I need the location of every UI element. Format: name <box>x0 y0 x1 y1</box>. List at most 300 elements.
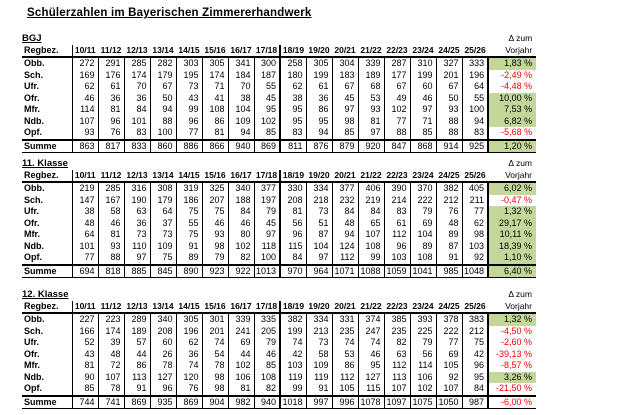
value-cell: 46 <box>254 349 280 361</box>
year-header: 12/13 <box>124 170 150 183</box>
value-cell: 305 <box>306 57 332 70</box>
value-cell: 44 <box>124 349 150 361</box>
value-cell: 82 <box>254 383 280 396</box>
value-cell: 219 <box>358 195 384 207</box>
table-row <box>22 93 536 105</box>
value-cell: 84 <box>124 104 150 116</box>
value-cell: 73 <box>306 206 332 218</box>
value-cell: 71 <box>410 116 436 128</box>
year-header: 10/11 <box>72 45 98 58</box>
year-header: 25/26 <box>462 301 488 314</box>
value-cell: 75 <box>202 206 228 218</box>
value-cell: 301 <box>202 313 228 326</box>
value-cell: 205 <box>254 326 280 338</box>
value-cell: 247 <box>358 326 384 338</box>
value-cell: 67 <box>332 81 358 93</box>
value-cell: 82 <box>228 252 254 265</box>
value-cell: 73 <box>124 229 150 241</box>
year-header: 21/22 <box>358 301 384 314</box>
value-cell: 886 <box>176 140 202 153</box>
table-row <box>22 383 536 396</box>
value-cell: 53 <box>332 349 358 361</box>
value-cell: 46 <box>98 218 124 230</box>
value-cell: 340 <box>150 313 176 326</box>
value-cell: 147 <box>72 195 98 207</box>
region-label: Sch. <box>22 195 72 207</box>
region-label: Ufr. <box>22 206 72 218</box>
value-cell: 104 <box>228 104 254 116</box>
year-header: 22/23 <box>384 170 410 183</box>
value-cell: 74 <box>332 337 358 349</box>
value-cell: 107 <box>436 383 462 396</box>
value-cell: 75 <box>176 206 202 218</box>
delta-cell: -4,48 % <box>501 81 533 91</box>
value-cell: 211 <box>462 195 488 207</box>
table-section-12-klasse <box>22 289 538 409</box>
region-label: Sch. <box>22 70 72 82</box>
year-header: 21/22 <box>358 45 384 58</box>
region-label: Obb. <box>22 57 72 70</box>
value-cell: 49 <box>384 93 410 105</box>
table-row <box>22 326 536 338</box>
value-cell: 199 <box>410 70 436 82</box>
value-cell: 109 <box>306 360 332 372</box>
value-cell: 73 <box>306 337 332 349</box>
column-header-row <box>22 301 536 314</box>
delta-cell: 6,82 % <box>488 116 536 128</box>
value-cell: 92 <box>436 372 462 384</box>
value-cell: 97 <box>358 127 384 140</box>
region-label: Mfr. <box>22 229 72 241</box>
value-cell: 64 <box>72 229 98 241</box>
value-cell: 114 <box>410 360 436 372</box>
value-cell: 69 <box>228 337 254 349</box>
value-cell: 55 <box>254 81 280 93</box>
value-cell: 405 <box>462 182 488 195</box>
value-cell: 92 <box>462 252 488 265</box>
value-cell: 300 <box>254 57 280 70</box>
value-cell: 26 <box>150 349 176 361</box>
value-cell: 81 <box>358 116 384 128</box>
value-cell: 93 <box>72 127 98 140</box>
value-cell: 258 <box>280 57 306 70</box>
value-cell: 91 <box>124 383 150 396</box>
value-cell: 46 <box>202 218 228 230</box>
table-row <box>22 337 536 349</box>
value-cell: 308 <box>150 182 176 195</box>
region-label: Ufr. <box>22 81 72 93</box>
value-cell: 97 <box>254 229 280 241</box>
value-cell: 96 <box>462 360 488 372</box>
region-column-header: Regbez. <box>22 45 72 58</box>
value-cell: 94 <box>150 104 176 116</box>
region-label: Sch. <box>22 326 72 338</box>
value-cell: 325 <box>202 182 228 195</box>
value-cell: 833 <box>124 140 150 153</box>
value-cell: 866 <box>202 140 228 153</box>
value-cell: 81 <box>228 383 254 396</box>
value-cell: 42 <box>462 349 488 361</box>
value-cell: 212 <box>436 195 462 207</box>
region-label: Ndb. <box>22 116 72 128</box>
delta-header-line1: Δ zum <box>508 289 532 299</box>
delta-cell: 1,10 % <box>488 252 536 265</box>
table-section-11-klasse <box>22 158 538 278</box>
value-cell: 43 <box>72 349 98 361</box>
value-cell: 62 <box>176 337 202 349</box>
section-label-row <box>22 33 536 45</box>
value-cell: 109 <box>150 241 176 253</box>
value-cell: 71 <box>202 81 228 93</box>
value-cell: 1078 <box>358 396 384 409</box>
region-label: Mfr. <box>22 360 72 372</box>
value-cell: 104 <box>410 229 436 241</box>
region-label: Ofr. <box>22 93 72 105</box>
value-cell: 811 <box>280 140 306 153</box>
value-cell: 90 <box>72 372 98 384</box>
value-cell: 81 <box>280 206 306 218</box>
value-cell: 110 <box>124 241 150 253</box>
value-cell: 863 <box>72 140 98 153</box>
value-cell: 48 <box>436 218 462 230</box>
value-cell: 869 <box>176 396 202 409</box>
region-label: Opf. <box>22 383 72 396</box>
value-cell: 60 <box>150 337 176 349</box>
value-cell: 48 <box>72 218 98 230</box>
value-cell: 106 <box>228 372 254 384</box>
value-cell: 112 <box>332 372 358 384</box>
value-cell: 393 <box>410 313 436 326</box>
value-cell: 85 <box>410 127 436 140</box>
value-cell: 305 <box>202 57 228 70</box>
value-cell: 77 <box>462 206 488 218</box>
value-cell: 169 <box>72 70 98 82</box>
value-cell: 183 <box>332 70 358 82</box>
value-cell: 235 <box>332 326 358 338</box>
value-cell: 189 <box>124 326 150 338</box>
value-cell: 385 <box>384 313 410 326</box>
delta-cell: 29,17 % <box>488 218 536 230</box>
value-cell: 45 <box>254 93 280 105</box>
value-cell: 107 <box>72 116 98 128</box>
data-table <box>22 289 536 409</box>
table-row <box>22 57 536 70</box>
summe-label: Summe <box>22 140 72 153</box>
value-cell: 232 <box>332 195 358 207</box>
value-cell: 218 <box>306 195 332 207</box>
delta-cell: -8,57 % <box>500 360 532 370</box>
value-cell: 109 <box>228 116 254 128</box>
value-cell: 207 <box>202 195 228 207</box>
value-cell: 93 <box>358 104 384 116</box>
delta-header-line2: Vorjahr <box>488 170 536 183</box>
value-cell: 1050 <box>436 396 462 409</box>
value-cell: 76 <box>98 127 124 140</box>
region-label: Ndb. <box>22 372 72 384</box>
region-label: Mfr. <box>22 104 72 116</box>
value-cell: 52 <box>72 337 98 349</box>
value-cell: 1075 <box>410 396 436 409</box>
year-header: 24/25 <box>436 170 462 183</box>
value-cell: 98 <box>202 372 228 384</box>
value-cell: 94 <box>462 116 488 128</box>
value-cell: 310 <box>410 57 436 70</box>
value-cell: 68 <box>358 81 384 93</box>
year-header: 25/26 <box>462 45 488 58</box>
value-cell: 304 <box>332 57 358 70</box>
value-cell: 189 <box>358 70 384 82</box>
value-cell: 818 <box>98 265 124 278</box>
value-cell: 303 <box>176 57 202 70</box>
value-cell: 997 <box>306 396 332 409</box>
value-cell: 885 <box>124 265 150 278</box>
section-label-cell <box>22 158 488 170</box>
summe-row <box>22 265 536 278</box>
value-cell: 97 <box>124 252 150 265</box>
value-cell: 102 <box>228 241 254 253</box>
value-cell: 46 <box>358 349 384 361</box>
value-cell: 227 <box>72 313 98 326</box>
value-cell: 80 <box>228 229 254 241</box>
value-cell: 120 <box>176 372 202 384</box>
value-cell: 1048 <box>462 265 488 278</box>
value-cell: 287 <box>384 57 410 70</box>
value-cell: 97 <box>306 252 332 265</box>
value-cell: 61 <box>98 81 124 93</box>
value-cell: 60 <box>410 81 436 93</box>
value-cell: 104 <box>306 241 332 253</box>
value-cell: 940 <box>254 396 280 409</box>
value-cell: 201 <box>436 70 462 82</box>
value-cell: 58 <box>98 206 124 218</box>
value-cell: 84 <box>358 206 384 218</box>
year-header: 25/26 <box>462 170 488 183</box>
value-cell: 86 <box>306 104 332 116</box>
value-cell: 213 <box>306 326 332 338</box>
value-cell: 86 <box>124 360 150 372</box>
value-cell: 43 <box>176 93 202 105</box>
value-cell: 235 <box>384 326 410 338</box>
year-header: 20/21 <box>332 45 358 58</box>
value-cell: 88 <box>436 116 462 128</box>
value-cell: 282 <box>150 57 176 70</box>
year-header: 15/16 <box>202 170 228 183</box>
value-cell: 99 <box>358 252 384 265</box>
value-cell: 81 <box>98 229 124 241</box>
value-cell: 100 <box>150 127 176 140</box>
value-cell: 38 <box>228 93 254 105</box>
table-row <box>22 206 536 218</box>
value-cell: 75 <box>176 229 202 241</box>
value-cell: 96 <box>280 229 306 241</box>
value-cell: 69 <box>436 349 462 361</box>
value-cell: 377 <box>332 182 358 195</box>
value-cell: 103 <box>462 241 488 253</box>
delta-cell: 6,02 % <box>488 182 536 195</box>
value-cell: 1088 <box>358 265 384 278</box>
section-label-cell <box>22 289 488 301</box>
value-cell: 177 <box>384 70 410 82</box>
value-cell: 208 <box>280 195 306 207</box>
value-cell: 86 <box>332 360 358 372</box>
year-header: 18/19 <box>280 45 306 58</box>
year-header: 14/15 <box>176 170 202 183</box>
value-cell: 108 <box>410 252 436 265</box>
value-cell: 904 <box>202 396 228 409</box>
region-label: Opf. <box>22 252 72 265</box>
value-cell: 970 <box>280 265 306 278</box>
value-cell: 91 <box>176 241 202 253</box>
value-cell: 65 <box>358 218 384 230</box>
value-cell: 108 <box>254 372 280 384</box>
value-cell: 199 <box>280 326 306 338</box>
value-cell: 46 <box>410 93 436 105</box>
value-cell: 925 <box>462 140 488 153</box>
delta-cell: -21,50 % <box>488 383 536 396</box>
value-cell: 406 <box>358 182 384 195</box>
region-label: Ofr. <box>22 218 72 230</box>
value-cell: 83 <box>280 127 306 140</box>
year-header: 15/16 <box>202 45 228 58</box>
delta-cell: 10,00 % <box>488 93 536 105</box>
year-header: 22/23 <box>384 301 410 314</box>
value-cell: 94 <box>332 229 358 241</box>
value-cell: 79 <box>202 252 228 265</box>
value-cell: 39 <box>98 337 124 349</box>
value-cell: 67 <box>150 81 176 93</box>
value-cell: 112 <box>384 229 410 241</box>
value-cell: 93 <box>436 104 462 116</box>
value-cell: 95 <box>462 372 488 384</box>
value-cell: 102 <box>254 116 280 128</box>
value-cell: 196 <box>176 326 202 338</box>
value-cell: 212 <box>462 326 488 338</box>
value-cell: 187 <box>254 70 280 82</box>
value-cell: 285 <box>98 182 124 195</box>
value-cell: 370 <box>410 182 436 195</box>
value-cell: 61 <box>384 218 410 230</box>
value-cell: 96 <box>150 383 176 396</box>
region-column-header: Regbez. <box>22 301 72 314</box>
value-cell: 38 <box>72 206 98 218</box>
year-header: 14/15 <box>176 301 202 314</box>
value-cell: 817 <box>98 140 124 153</box>
value-cell: 86 <box>202 116 228 128</box>
year-header: 24/25 <box>436 45 462 58</box>
value-cell: 333 <box>462 57 488 70</box>
value-cell: 70 <box>228 81 254 93</box>
value-cell: 77 <box>72 252 98 265</box>
value-cell: 78 <box>98 383 124 396</box>
value-cell: 77 <box>384 116 410 128</box>
delta-cell: 6,40 % <box>488 265 536 278</box>
value-cell: 920 <box>358 140 384 153</box>
delta-header-line2: Vorjahr <box>488 45 536 58</box>
value-cell: 96 <box>176 116 202 128</box>
value-cell: 199 <box>306 70 332 82</box>
value-cell: 334 <box>306 313 332 326</box>
year-header: 10/11 <box>72 170 98 183</box>
table-row <box>22 182 536 195</box>
value-cell: 847 <box>384 140 410 153</box>
value-cell: 79 <box>410 206 436 218</box>
value-cell: 119 <box>280 372 306 384</box>
value-cell: 201 <box>202 326 228 338</box>
section-label-cell <box>22 33 488 45</box>
value-cell: 319 <box>176 182 202 195</box>
value-cell: 91 <box>306 383 332 396</box>
value-cell: 84 <box>332 206 358 218</box>
value-cell: 42 <box>280 349 306 361</box>
year-header: 22/23 <box>384 45 410 58</box>
value-cell: 105 <box>436 360 462 372</box>
year-header: 18/19 <box>280 170 306 183</box>
value-cell: 85 <box>254 127 280 140</box>
value-cell: 103 <box>384 252 410 265</box>
value-cell: 1018 <box>280 396 306 409</box>
value-cell: 55 <box>462 93 488 105</box>
value-cell: 77 <box>436 337 462 349</box>
page-title: Schülerzahlen im Bayerischen Zimmererhandwerk <box>27 7 312 19</box>
value-cell: 89 <box>410 241 436 253</box>
year-header: 13/14 <box>150 301 176 314</box>
year-header: 10/11 <box>72 301 98 314</box>
value-cell: 127 <box>358 372 384 384</box>
value-cell: 84 <box>228 206 254 218</box>
year-header: 17/18 <box>254 45 280 58</box>
value-cell: 186 <box>176 195 202 207</box>
value-cell: 36 <box>124 218 150 230</box>
value-cell: 222 <box>410 195 436 207</box>
value-cell: 73 <box>150 229 176 241</box>
value-cell: 93 <box>98 241 124 253</box>
year-header: 15/16 <box>202 301 228 314</box>
value-cell: 1041 <box>410 265 436 278</box>
table-row <box>22 127 536 140</box>
year-header: 12/13 <box>124 301 150 314</box>
year-header: 12/13 <box>124 45 150 58</box>
value-cell: 112 <box>332 252 358 265</box>
value-cell: 79 <box>254 206 280 218</box>
delta-cell: 7,53 % <box>488 104 536 116</box>
value-cell: 38 <box>280 93 306 105</box>
value-cell: 190 <box>124 195 150 207</box>
year-header: 13/14 <box>150 45 176 58</box>
value-cell: 102 <box>384 104 410 116</box>
value-cell: 95 <box>254 104 280 116</box>
value-cell: 84 <box>280 252 306 265</box>
table-section-bgj <box>22 33 538 153</box>
value-cell: 335 <box>254 313 280 326</box>
value-cell: 987 <box>462 396 488 409</box>
value-cell: 57 <box>124 337 150 349</box>
value-cell: 179 <box>150 195 176 207</box>
delta-cell: 3,26 % <box>488 372 536 384</box>
value-cell: 74 <box>358 337 384 349</box>
region-label: Obb. <box>22 313 72 326</box>
value-cell: 208 <box>150 326 176 338</box>
value-cell: 96 <box>384 241 410 253</box>
delta-cell: -2,49 % <box>501 69 533 80</box>
section-title: 12. Klasse <box>22 289 69 300</box>
value-cell: 99 <box>280 383 306 396</box>
value-cell: 214 <box>384 195 410 207</box>
value-cell: 81 <box>72 360 98 372</box>
year-header: 23/24 <box>410 170 436 183</box>
region-column-header: Regbez. <box>22 170 72 183</box>
value-cell: 382 <box>280 313 306 326</box>
value-cell: 289 <box>124 313 150 326</box>
